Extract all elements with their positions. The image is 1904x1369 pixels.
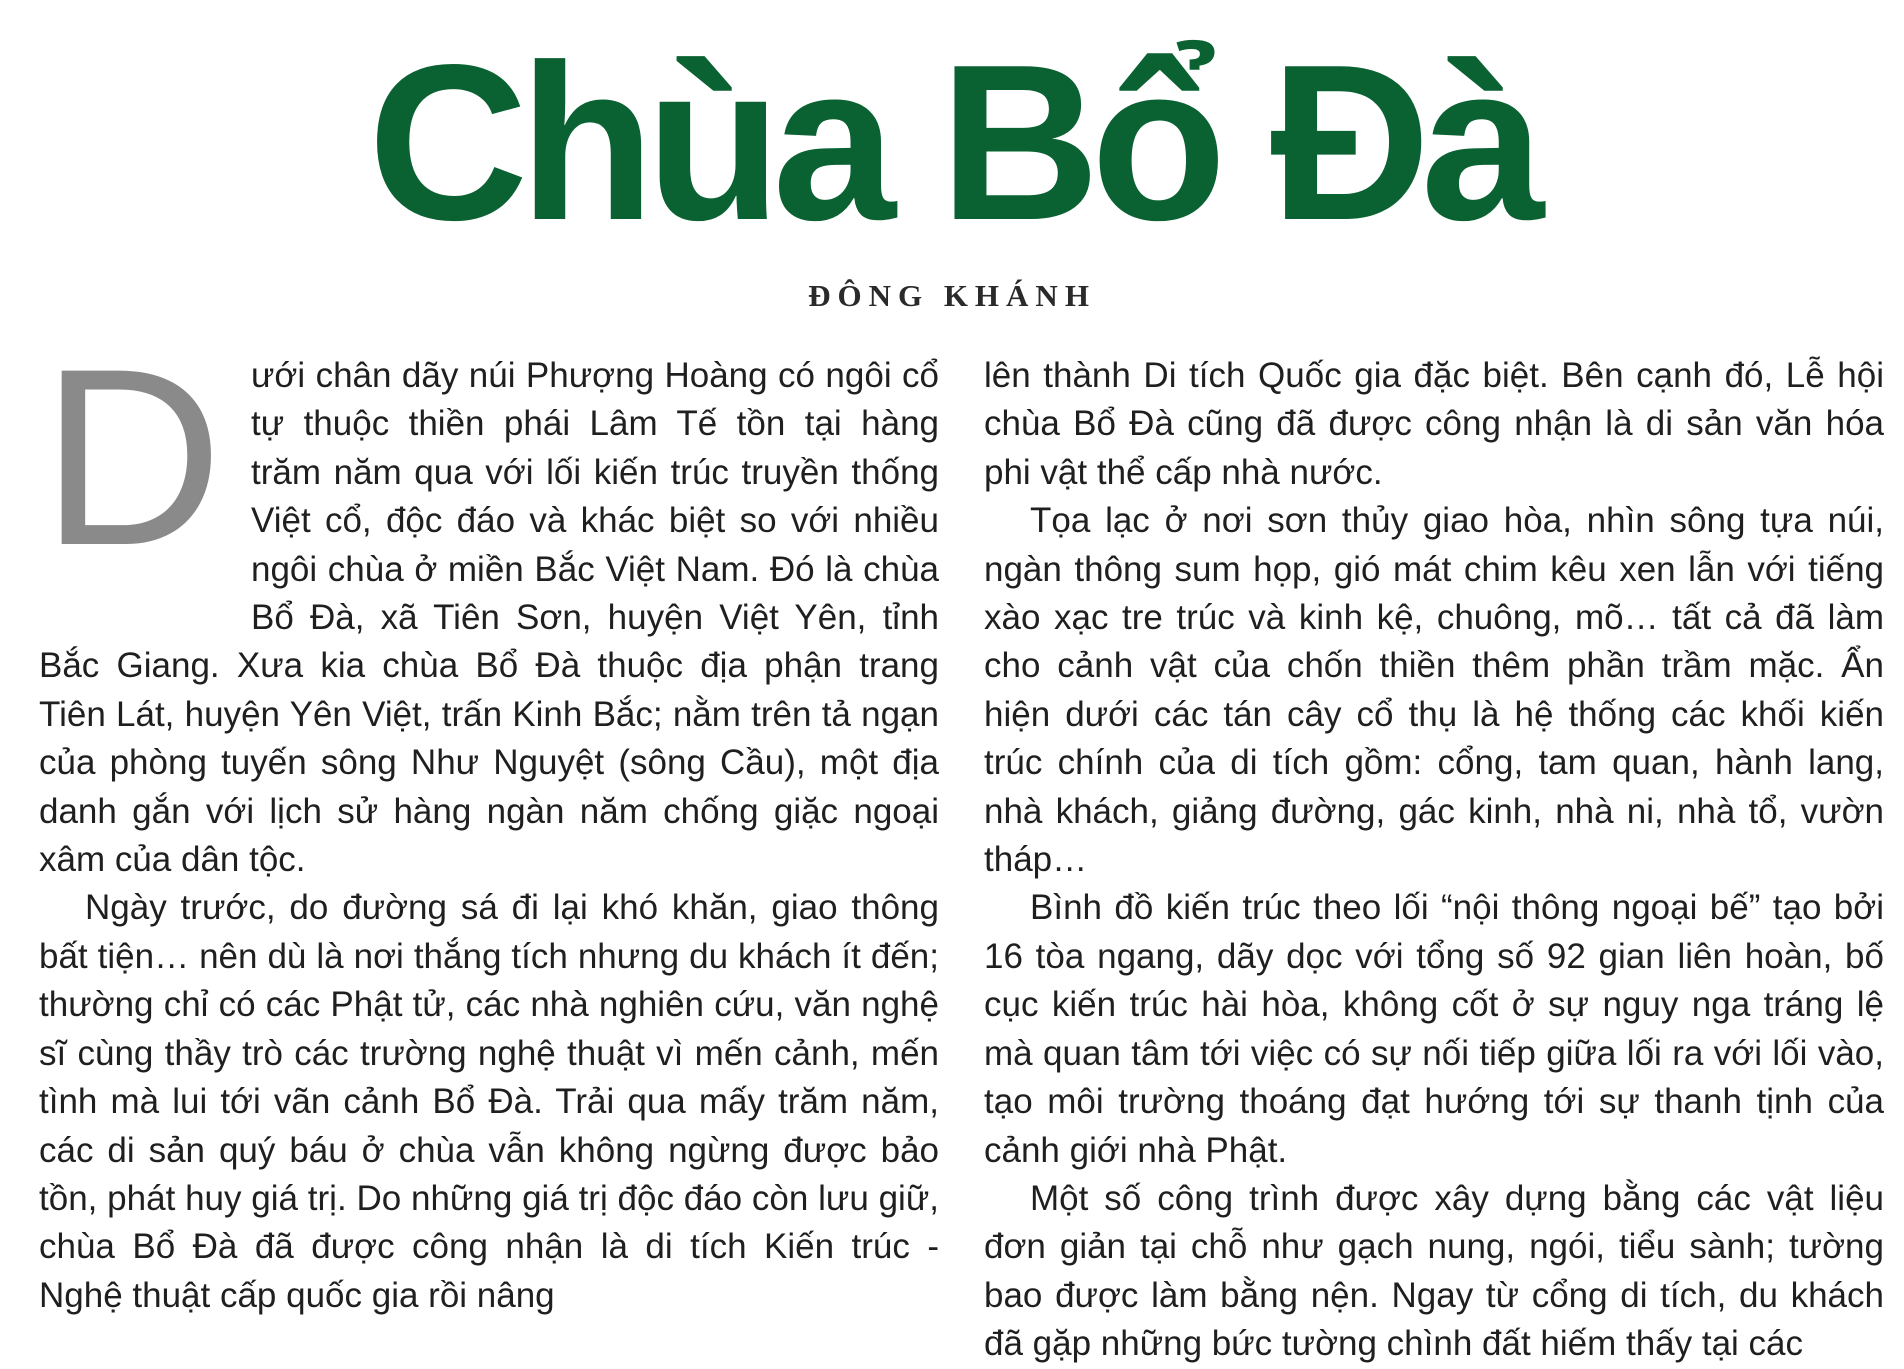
paragraph-history: Ngày trước, do đường sá đi lại khó khăn, giao thông bất tiện… nên dù là nơi thắng tích nhưng du khách ít đến; thường chỉ có các Phật tử, các nhà nghiên cứu, văn nghệ sĩ cùng thầy trò các trường nghệ thuật vì mến cảnh, mến tình mà lui tới vãn cảnh Bổ Đà. Trải qua mấy trăm năm, các di sản quý báu ở chùa vẫn không ngừng được bảo tồn, phát huy giá trị. Do những giá trị độc đáo còn lưu giữ, chùa Bổ Đà đã được công nhận là di tích Kiến trúc - Nghệ thuật cấp quốc gia rồi nâng [39,888,939,1315]
drop-cap-glyph: D [41,360,223,598]
paragraph-intro: ưới chân dãy núi Phượng Hoàng có ngôi cổ tự thuộc thiền phái Lâm Tế tồn tại hàng trăm năm qua với lối kiến trúc truyền thống Việt cổ, độc đáo và khác biệt so với nhiều ngôi chùa ở miền Bắc Việt Nam. Đó là chùa Bổ Đà, xã Tiên Sơn, huyện Việt Yên, tỉnh Bắc Giang. Xưa kia chùa Bổ Đà thuộc địa phận trang Tiên Lát, huyện Yên Việt, trấn Kinh Bắc; nằm trên tả ngạn của phòng tuyến sông Như Nguyệt (sông Cầu), một địa danh gắn với lịch sử hàng ngàn năm chống giặc ngoại xâm của dân tộc. [39,356,939,880]
paragraph-landscape: Tọa lạc ở nơi sơn thủy giao hòa, nhìn sông tựa núi, ngàn thông sum họp, gió mát chim kêu xen lẫn với tiếng xào xạc tre trúc và kinh kệ, chuông, mõ… tất cả đã làm cho cảnh vật của chốn thiền thêm phần trầm mặc. Ẩn hiện dưới các tán cây cổ thụ là hệ thống các khối kiến trúc chính của di tích gồm: cổng, tam quan, hành lang, nhà khách, giảng đường, gác kinh, nhà ni, nhà tổ, vườn tháp… [984,501,1884,880]
drop-cap-letter [41,360,237,608]
paragraph-materials: Một số công trình được xây dựng bằng các vật liệu đơn giản tại chỗ như gạch nung, ngói, tiểu sành; tường bao được làm bằng nện. Ngay từ cổng di tích, du khách đã gặp những bức tường chình đất hiếm thấy tại các [984,1178,1884,1364]
paragraph-layout: Bình đồ kiến trúc theo lối “nội thông ngoại bế” tạo bởi 16 tòa ngang, dãy dọc với tổng số 92 gian liên hoàn, bố cục kiến trúc hài hòa, không cốt ở sự nguy nga tráng lệ mà quan tâm tới việc có sự nối tiếp giữa lối ra với lối vào, tạo môi trường thoáng đạt hướng tới sự thanh tịnh của cảnh giới nhà Phật. [984,888,1884,1170]
author-byline: ĐÔNG KHÁNH [808,278,1096,313]
paragraph-heritage: lên thành Di tích Quốc gia đặc biệt. Bên cạnh đó, Lễ hội chùa Bổ Đà cũng đã được công nhận là di sản văn hóa phi vật thể cấp nhà nước. [984,356,1884,492]
right-text-column [984,352,1884,1369]
left-text-column [39,352,939,1320]
article-title: Chùa Bổ Đà [367,19,1537,267]
